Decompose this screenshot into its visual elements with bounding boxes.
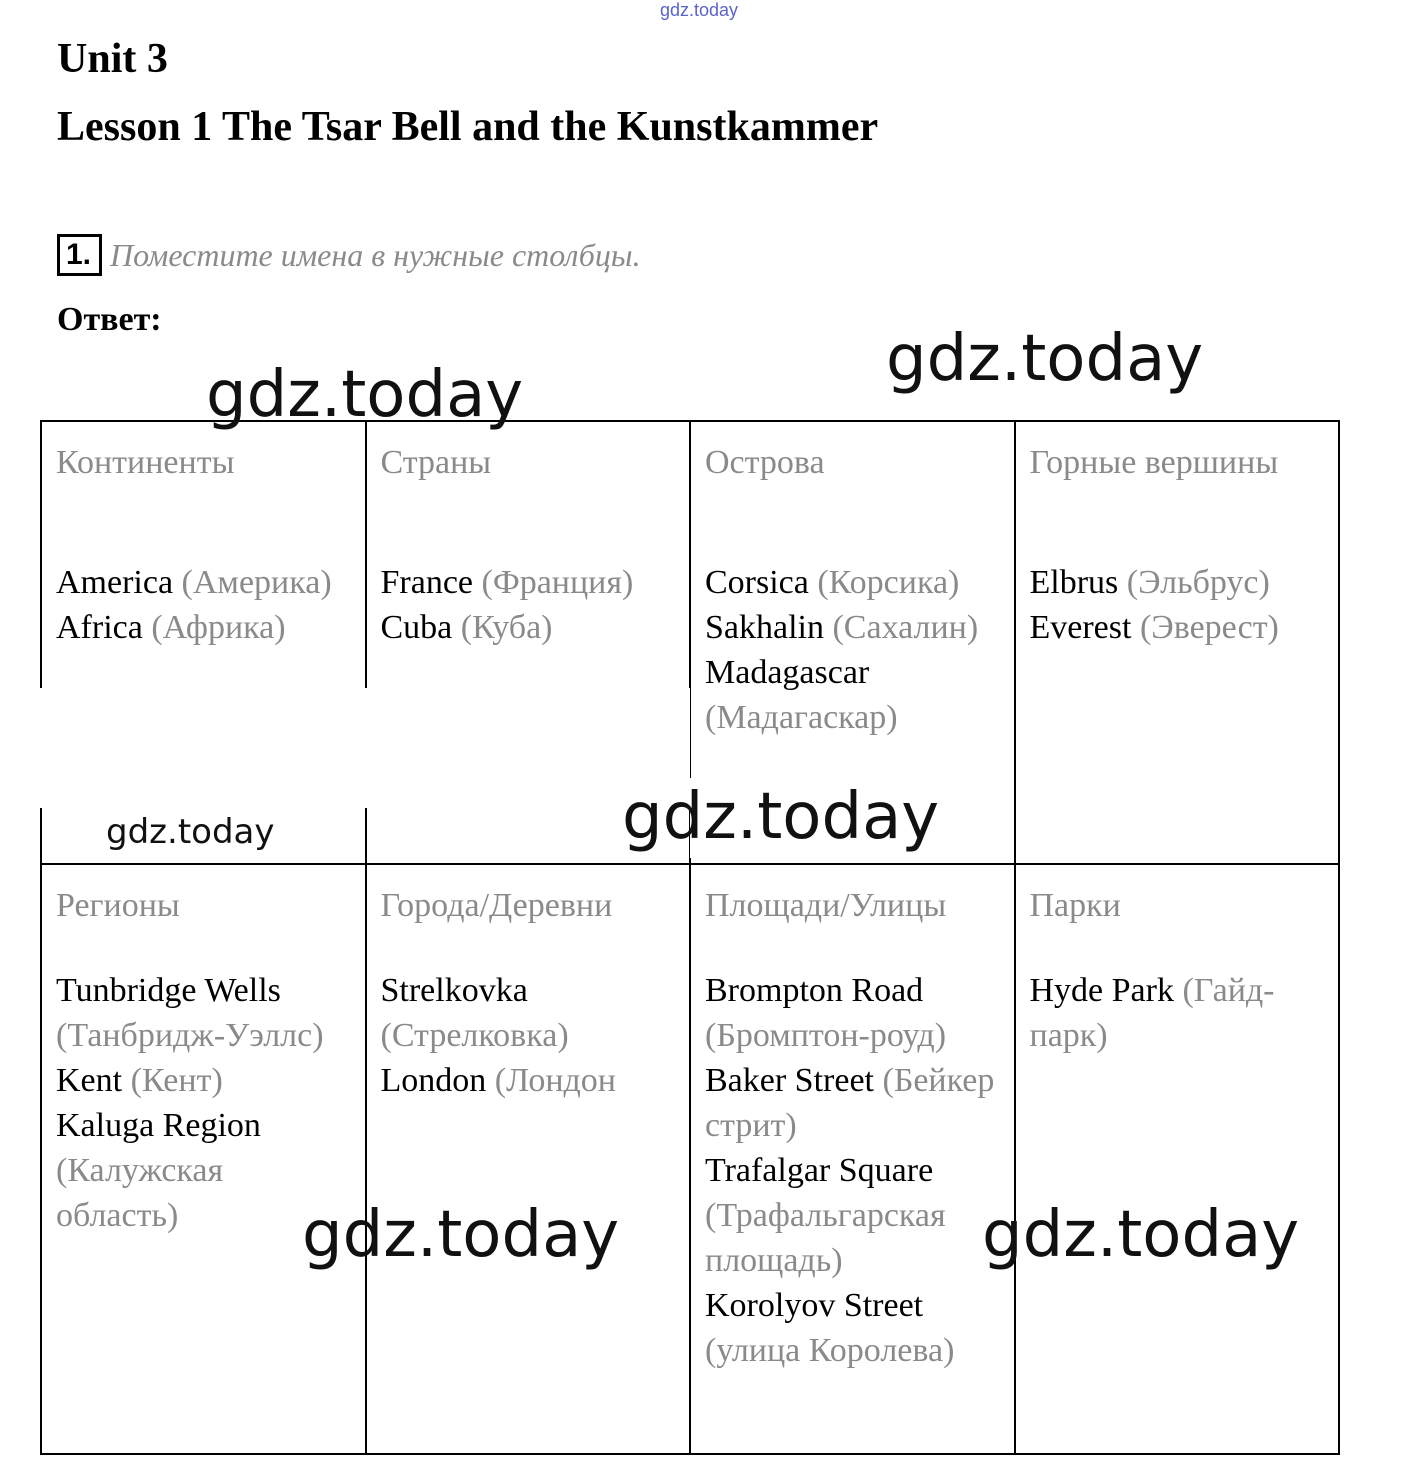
english-name: France bbox=[380, 564, 474, 601]
list-item bbox=[705, 1148, 1000, 1283]
category-heading: Парки bbox=[1029, 887, 1121, 924]
scan-erasure bbox=[690, 778, 1010, 858]
russian-translation: (Америка) bbox=[181, 564, 332, 601]
english-name: Korolyov Street bbox=[705, 1287, 924, 1324]
task-header bbox=[57, 234, 641, 276]
russian-translation: (Гайд-парк) bbox=[1029, 972, 1275, 1054]
russian-translation: (Франция) bbox=[481, 564, 634, 601]
answer-table bbox=[40, 420, 1340, 1455]
russian-translation: (Кент) bbox=[130, 1062, 223, 1099]
list-item bbox=[1030, 968, 1325, 1058]
unit-title: Unit 3 bbox=[57, 36, 168, 82]
english-name: Brompton Road bbox=[705, 972, 924, 1009]
english-name: Tunbridge Wells bbox=[56, 972, 281, 1009]
list-item bbox=[1030, 560, 1325, 605]
english-name: Hyde Park bbox=[1029, 972, 1174, 1009]
task-number: 1. bbox=[57, 234, 102, 276]
russian-translation: (Эльбрус) bbox=[1126, 564, 1270, 601]
category-heading: Регионы bbox=[56, 887, 180, 924]
english-name: Corsica bbox=[705, 564, 809, 601]
russian-translation: (Бейкер стрит) bbox=[705, 1062, 995, 1144]
english-name: Kent bbox=[56, 1062, 123, 1099]
english-name: Elbrus bbox=[1029, 564, 1119, 601]
list-item bbox=[705, 1283, 1000, 1373]
category-heading: Площади/Улицы bbox=[705, 887, 947, 924]
russian-translation: (Эверест) bbox=[1139, 609, 1279, 646]
list-item bbox=[381, 605, 676, 650]
russian-translation: (Куба) bbox=[460, 609, 553, 646]
list-item bbox=[56, 605, 351, 650]
list-item bbox=[705, 560, 1000, 605]
category-heading: Острова bbox=[705, 444, 825, 481]
table-cell bbox=[690, 864, 1015, 1454]
watermark: gdz.today bbox=[886, 322, 1204, 396]
watermark: gdz.today bbox=[106, 812, 275, 852]
list-item bbox=[381, 560, 676, 605]
english-name: London bbox=[380, 1062, 487, 1099]
english-name: Sakhalin bbox=[705, 609, 824, 646]
scan-erasure bbox=[40, 688, 690, 808]
table-cell bbox=[1015, 864, 1340, 1454]
russian-translation: (Калужская область) bbox=[56, 1152, 224, 1234]
russian-translation: (Африка) bbox=[151, 609, 286, 646]
answer-label: Ответ: bbox=[57, 301, 162, 338]
category-heading: Страны bbox=[380, 444, 492, 481]
russian-translation: (Сахалин) bbox=[832, 609, 979, 646]
watermark: gdz.today bbox=[302, 1198, 620, 1272]
english-name: America bbox=[56, 564, 174, 601]
category-heading: Города/Деревни bbox=[380, 887, 613, 924]
table-row bbox=[41, 864, 1339, 1454]
russian-translation: (Лондон bbox=[494, 1062, 617, 1099]
watermark: gdz.today bbox=[622, 780, 940, 854]
list-item bbox=[56, 1058, 351, 1103]
english-name: Everest bbox=[1029, 609, 1132, 646]
english-name: Baker Street bbox=[705, 1062, 874, 1099]
category-heading: Горные вершины bbox=[1029, 444, 1279, 481]
list-item bbox=[705, 650, 1000, 740]
english-name: Madagascar bbox=[705, 654, 870, 691]
english-name: Strelkovka bbox=[380, 972, 528, 1009]
list-item bbox=[56, 1103, 351, 1238]
list-item bbox=[705, 1058, 1000, 1148]
list-item bbox=[705, 605, 1000, 650]
table-cell bbox=[1015, 421, 1340, 864]
watermark-top: gdz.today bbox=[660, 0, 739, 20]
watermark: gdz.today bbox=[206, 358, 524, 432]
list-item bbox=[56, 968, 351, 1058]
list-item bbox=[381, 968, 676, 1058]
russian-translation: (улица Королева) bbox=[705, 1332, 955, 1369]
list-item bbox=[705, 968, 1000, 1058]
english-name: Cuba bbox=[380, 609, 453, 646]
table-cell bbox=[366, 864, 691, 1454]
scan-erasure bbox=[1016, 662, 1338, 772]
english-name: Africa bbox=[56, 609, 143, 646]
russian-translation: (Трафальгарская площадь) bbox=[705, 1197, 946, 1279]
english-name: Kaluga Region bbox=[56, 1107, 261, 1144]
russian-translation: (Корсика) bbox=[817, 564, 960, 601]
table-cell bbox=[41, 864, 366, 1454]
list-item bbox=[56, 560, 351, 605]
watermark: gdz.today bbox=[982, 1198, 1300, 1272]
russian-translation: (Бромптон-роуд) bbox=[705, 1017, 947, 1054]
list-item bbox=[1030, 605, 1325, 650]
russian-translation: (Мадагаскар) bbox=[705, 699, 898, 736]
task-instruction: Поместите имена в нужные столбцы. bbox=[110, 236, 641, 273]
english-name: Trafalgar Square bbox=[705, 1152, 934, 1189]
lesson-title: Lesson 1 The Tsar Bell and the Kunstkammer bbox=[57, 104, 879, 150]
russian-translation: (Стрелковка) bbox=[380, 1017, 569, 1054]
list-item bbox=[381, 1058, 676, 1103]
category-heading: Континенты bbox=[56, 444, 235, 481]
russian-translation: (Танбридж-Уэллс) bbox=[56, 1017, 324, 1054]
